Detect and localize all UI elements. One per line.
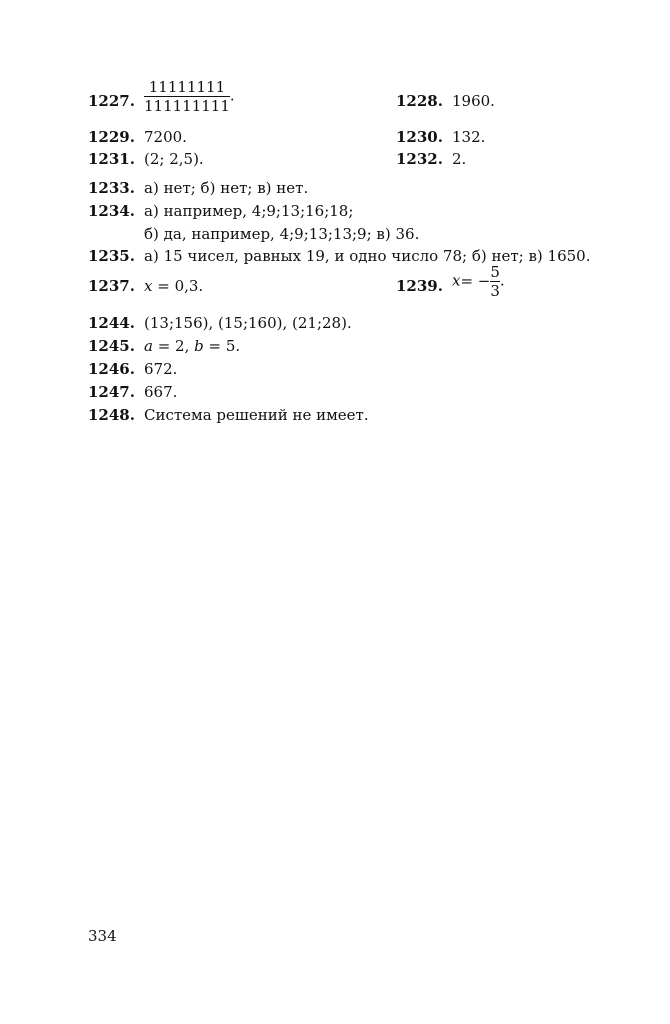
problem-number: 1227. bbox=[88, 92, 135, 110]
problem-number: 1231. bbox=[88, 150, 135, 168]
page-number: 334 bbox=[88, 927, 117, 945]
answer-text: а) нет; б) нет; в) нет. bbox=[144, 179, 309, 197]
problem-number: 1247. bbox=[88, 383, 135, 401]
fraction bbox=[490, 263, 500, 300]
answer-1237 bbox=[88, 277, 204, 295]
answer-expression bbox=[144, 337, 240, 355]
variable-b: b bbox=[194, 337, 204, 355]
answer-1232 bbox=[396, 150, 467, 168]
answer-text: (2; 2,5). bbox=[144, 150, 204, 168]
answer-1239 bbox=[396, 263, 505, 300]
answer-text: 7200. bbox=[144, 128, 187, 146]
equals-minus: = − bbox=[460, 271, 491, 290]
answer-expression bbox=[452, 263, 505, 300]
fraction-trail: . bbox=[229, 86, 235, 105]
problem-number: 1228. bbox=[396, 92, 443, 110]
problem-number: 1234. bbox=[88, 202, 135, 220]
fraction-denominator: 3 bbox=[490, 282, 500, 300]
answer-text-line-1: а) например, 4;9;13;16;18; bbox=[144, 202, 354, 220]
answer-fraction bbox=[144, 78, 235, 115]
answer-text: (13;156), (15;160), (21;28). bbox=[144, 314, 352, 332]
answer-1229 bbox=[88, 128, 187, 146]
fraction-denominator: 111111111 bbox=[144, 97, 230, 115]
answer-1231 bbox=[88, 150, 204, 168]
problem-number: 1229. bbox=[88, 128, 135, 146]
problem-number: 1237. bbox=[88, 277, 135, 295]
problem-number: 1233. bbox=[88, 179, 135, 197]
fraction-numerator: 5 bbox=[490, 263, 500, 281]
answer-1235 bbox=[88, 247, 591, 265]
problem-number: 1245. bbox=[88, 337, 135, 355]
fraction-numerator: 11111111 bbox=[148, 78, 226, 96]
answer-1230 bbox=[396, 128, 486, 146]
answer-1247 bbox=[88, 383, 178, 401]
problem-number: 1246. bbox=[88, 360, 135, 378]
answer-1246 bbox=[88, 360, 178, 378]
problem-number: 1248. bbox=[88, 406, 135, 424]
fraction bbox=[144, 78, 230, 115]
problem-number: 1239. bbox=[396, 277, 443, 295]
problem-number: 1230. bbox=[396, 128, 443, 146]
answer-1244 bbox=[88, 314, 352, 332]
problem-number: 1235. bbox=[88, 247, 135, 265]
answer-1248 bbox=[88, 406, 369, 424]
answer-text: Система решений не имеет. bbox=[144, 406, 369, 424]
variable: x bbox=[452, 271, 461, 290]
expression-rest: = 0,3. bbox=[152, 277, 204, 295]
answer-1228 bbox=[396, 92, 495, 110]
expression-rest: = 5. bbox=[203, 337, 241, 355]
answer-1245 bbox=[88, 337, 241, 355]
answer-text-line-2: б) да, например, 4;9;13;13;9; в) 36. bbox=[144, 225, 420, 243]
answer-text: 132. bbox=[452, 128, 486, 146]
problem-number: 1232. bbox=[396, 150, 443, 168]
variable: x bbox=[144, 277, 153, 295]
variable-a: a bbox=[144, 337, 153, 355]
answer-1233 bbox=[88, 179, 309, 197]
answer-expression bbox=[144, 277, 203, 295]
problem-number: 1244. bbox=[88, 314, 135, 332]
answer-1227 bbox=[88, 78, 235, 115]
answer-text: 1960. bbox=[452, 92, 495, 110]
answer-text: 667. bbox=[144, 383, 178, 401]
answer-text: 2. bbox=[452, 150, 467, 168]
answer-1234 bbox=[88, 202, 354, 220]
answer-text: а) 15 чисел, равных 19, и одно число 78; б) нет; в) 1650. bbox=[144, 247, 591, 265]
expression-mid: = 2, bbox=[152, 337, 195, 355]
answer-text: 672. bbox=[144, 360, 178, 378]
fraction-trail: . bbox=[499, 271, 505, 290]
